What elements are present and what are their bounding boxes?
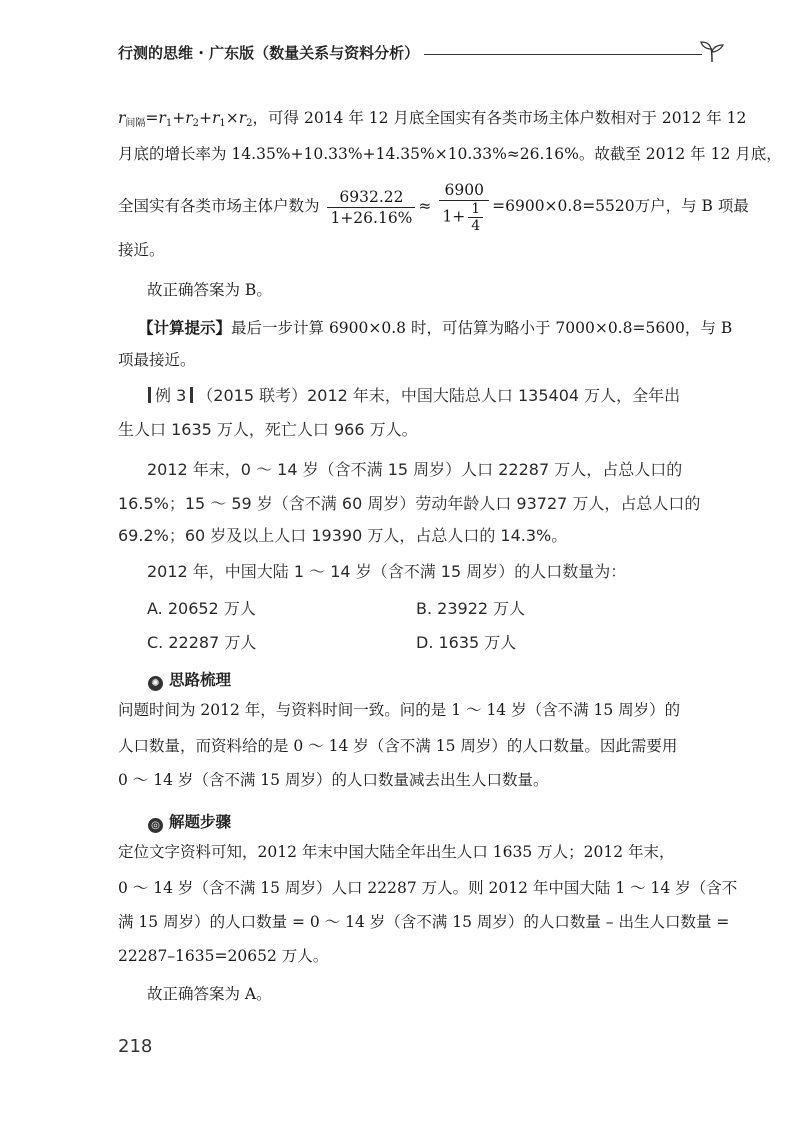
option-d: D. 1635 万人 [416, 633, 517, 652]
thinking-line1: 问题时间为 2012 年，与资料时间一致。问的是 1 ～ 14 岁（含不满 15 周岁）的 [118, 701, 681, 719]
tip-tag: 【计算提示】 [138, 319, 232, 337]
option-a: A. 20652 万人 [147, 599, 256, 618]
example-line2: 生人口 1635 万人，死亡人口 966 万人。 [118, 420, 418, 439]
example-p2-line1: 2012 年末，0 ～ 14 岁（含不满 15 周岁）人口 22287 万人，占总人口的 [147, 460, 683, 479]
answer-2: 故正确答案为 A。 [147, 985, 272, 1003]
steps-heading: ◎ 解题步骤 [148, 810, 231, 833]
steps-line1: 定位文字资料可知，2012 年末中国大陆全年出生人口 1635 万人；2012 年末， [118, 843, 675, 861]
tip-line2: 项最接近。 [118, 351, 196, 369]
para1-line2: 月底的增长率为 14.35%+10.33%+14.35%×10.33%≈26.16%。故截至 2012 年 12 月底， [118, 145, 782, 163]
book-title: 行测的思维 · 广东版（数量关系与资料分析） [118, 44, 420, 62]
steps-line3: 满 15 周岁）的人口数量 = 0 ～ 14 岁（含不满 15 周岁）的人口数量 – 出生人口数量 = [118, 913, 730, 931]
target-icon: ◎ [148, 818, 163, 833]
para1-line3: 全国实有各类市场主体户数为 $\frac{6932.22}{1+26.16\%}$ ≈ 6900 1+ $\frac{1}{4}$ =6900×0.8=5520万户，与 B 项最 [118, 181, 749, 234]
thinking-line3: 0 ～ 14 岁（含不满 15 周岁）的人口数量减去出生人口数量。 [118, 771, 549, 789]
example-marker-right [190, 387, 193, 403]
running-header [118, 42, 718, 72]
steps-line2: 0 ～ 14 岁（含不满 15 周岁）人口 22287 万人。则 2012 年中国大陆 1 ～ 14 岁（含不 [118, 879, 738, 897]
example-marker-left [148, 387, 151, 403]
answer-1: 故正确答案为 B。 [147, 281, 272, 299]
page-number: 218 [118, 1036, 153, 1057]
fraction-1: $\frac{6932.22}{1+26.16\%}$ [327, 187, 415, 228]
example-label: 例 3 [155, 386, 187, 405]
para1-line4: 接近。 [118, 241, 165, 259]
header-rule [424, 54, 702, 55]
thinking-line2: 人口数量，而资料给的是 0 ～ 14 岁（含不满 15 周岁）的人口数量。因此需要用 [118, 737, 678, 755]
thinking-heading: ✺ 思路梳理 [148, 668, 231, 691]
example-p2-line3: 69.2%；60 岁及以上人口 19390 万人，占总人口的 14.3%。 [118, 526, 568, 545]
sprout-icon [698, 40, 726, 64]
option-b: B. 23922 万人 [416, 599, 526, 618]
tip-line1: 【计算提示】最后一步计算 6900×0.8 时，可估算为略小于 7000×0.8=5600，与 B [138, 319, 733, 337]
fraction-2: 6900 1+ $\frac{1}{4}$ [439, 180, 489, 234]
fraction-3: $\frac{1}{4}$ [468, 201, 483, 234]
brain-icon: ✺ [148, 676, 163, 691]
example-line1: 例 3 （2015 联考）2012 年末，中国大陆总人口 135404 万人，全年出 [144, 378, 680, 414]
example-p2-line2: 16.5%；15 ～ 59 岁（含不满 60 周岁）劳动年龄人口 93727 万人，占总人口的 [118, 494, 701, 513]
para1-line1: $r_{间隔}=r_1+r_2+r_1\times r_2$，可得 2014 年 12 月底全国实有各类市场主体户数相对于 2012 年 12 [118, 109, 747, 129]
option-c: C. 22287 万人 [147, 633, 257, 652]
steps-line4: 22287–1635=20652 万人。 [118, 947, 329, 965]
question: 2012 年，中国大陆 1 ～ 14 岁（含不满 15 周岁）的人口数量为： [147, 562, 627, 581]
